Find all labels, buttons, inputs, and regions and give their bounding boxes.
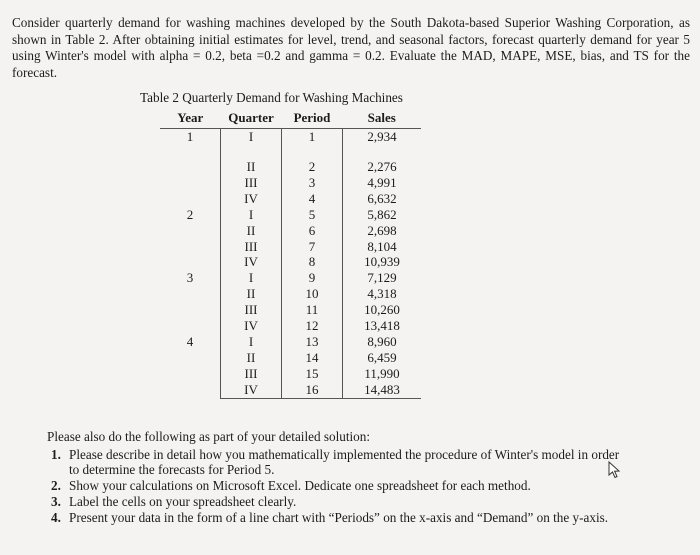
period-cell: 6 xyxy=(282,223,343,239)
period-cell: 13 xyxy=(282,334,343,350)
demand-table xyxy=(160,108,421,399)
list-item-text: Show your calculations on Microsoft Excel. Dedicate one spreadsheet for each method. xyxy=(69,478,531,493)
sales-cell: 11,990 xyxy=(364,365,400,381)
period-cell: 4 xyxy=(282,191,343,207)
quarter-cell: IV xyxy=(221,318,282,334)
problem-statement: Consider quarterly demand for washing machines developed by the South Dakota-based Superior Washing Corporation, as shown in Table 2. After obtaining initial estimates for level, trend, and seasonal factors, forecast quarterly demand for year 5 using Winter's model with alpha = 0.2, beta =0.2 and gamma = 0.2. Evaluate the MAD, MAPE, MSE, bias, and TS for the forecast. xyxy=(12,15,690,80)
quarter-cell: IV xyxy=(221,191,282,207)
header-period: Period xyxy=(282,108,343,129)
year-cell xyxy=(160,302,221,318)
table-row xyxy=(160,366,421,382)
period-cell: 11 xyxy=(282,302,343,318)
quarter-cell: IV xyxy=(221,254,282,270)
table-row xyxy=(160,129,421,160)
table-row xyxy=(160,382,421,398)
period-cell: 1 xyxy=(282,129,343,160)
header-year: Year xyxy=(160,108,221,129)
year-cell xyxy=(160,254,221,270)
year-cell xyxy=(160,382,221,398)
quarter-cell: III xyxy=(221,239,282,255)
table-row xyxy=(160,207,421,223)
additional-instructions-heading: Please also do the following as part of your detailed solution: xyxy=(47,429,371,444)
sales-cell: 8,960 xyxy=(367,333,397,349)
quarter-cell: I xyxy=(221,270,282,286)
table-row xyxy=(160,334,421,350)
period-cell: 3 xyxy=(282,175,343,191)
year-cell xyxy=(160,191,221,207)
sales-cell: 4,991 xyxy=(367,174,397,190)
list-item-number: 2. xyxy=(51,478,61,493)
list-item xyxy=(47,494,627,509)
quarter-cell: III xyxy=(221,302,282,318)
list-item-number: 4. xyxy=(51,510,61,525)
sales-cell: 10,260 xyxy=(364,302,400,318)
sales-cell: 2,698 xyxy=(367,222,397,238)
period-cell: 5 xyxy=(282,207,343,223)
table-row xyxy=(160,191,421,207)
quarter-cell: II xyxy=(221,286,282,302)
quarter-cell: II xyxy=(221,350,282,366)
sales-cell: 2,934 xyxy=(367,129,397,144)
year-cell xyxy=(160,159,221,175)
quarter-cell: I xyxy=(221,207,282,223)
sales-cell: 7,129 xyxy=(367,270,397,286)
quarter-cell: III xyxy=(221,175,282,191)
table-body xyxy=(160,129,421,399)
period-cell: 12 xyxy=(282,318,343,334)
table-row xyxy=(160,286,421,302)
quarter-cell: IV xyxy=(221,382,282,398)
list-item-text: Please describe in detail how you mathematically implemented the procedure of Winter's model in order to determine the forecasts for Period 5. xyxy=(69,447,620,477)
period-cell: 2 xyxy=(282,159,343,175)
table-row xyxy=(160,350,421,366)
sales-cell: 10,939 xyxy=(364,254,400,270)
table-row xyxy=(160,239,421,255)
table-row xyxy=(160,254,421,270)
sales-cell: 6,632 xyxy=(367,190,397,206)
year-cell xyxy=(160,223,221,239)
period-cell: 15 xyxy=(282,366,343,382)
period-cell: 7 xyxy=(282,239,343,255)
header-sales: Sales xyxy=(343,108,422,129)
sales-cell: 6,459 xyxy=(367,349,397,365)
quarter-cell: I xyxy=(221,334,282,350)
list-item-number: 1. xyxy=(51,447,61,462)
table-caption: Table 2 Quarterly Demand for Washing Machines xyxy=(140,90,403,105)
table-header-row xyxy=(160,108,421,129)
mouse-pointer-icon xyxy=(606,460,626,480)
table-row xyxy=(160,223,421,239)
list-item xyxy=(47,510,627,525)
list-item-number: 3. xyxy=(51,494,61,509)
period-cell: 10 xyxy=(282,286,343,302)
period-cell: 14 xyxy=(282,350,343,366)
quarter-cell: II xyxy=(221,159,282,175)
sales-cell: 4,318 xyxy=(367,286,397,302)
period-cell: 9 xyxy=(282,270,343,286)
sales-cell: 13,418 xyxy=(364,318,400,334)
list-item-text: Label the cells on your spreadsheet clearly. xyxy=(69,494,297,509)
table-row xyxy=(160,302,421,318)
list-item xyxy=(47,478,627,493)
year-cell xyxy=(160,175,221,191)
year-cell xyxy=(160,366,221,382)
year-cell xyxy=(160,350,221,366)
quarter-cell: II xyxy=(221,223,282,239)
year-cell: 3 xyxy=(186,270,194,286)
table-row xyxy=(160,318,421,334)
sales-cell: 14,483 xyxy=(343,382,422,398)
instruction-list xyxy=(47,447,627,526)
header-quarter: Quarter xyxy=(221,108,282,129)
year-cell xyxy=(160,318,221,334)
year-cell: 1 xyxy=(186,129,194,144)
year-cell xyxy=(160,286,221,302)
sales-cell: 8,104 xyxy=(367,238,397,254)
quarter-cell: III xyxy=(221,366,282,382)
period-cell: 8 xyxy=(282,254,343,270)
quarter-cell: I xyxy=(221,129,282,160)
table-row xyxy=(160,175,421,191)
year-cell: 2 xyxy=(186,206,194,222)
list-item xyxy=(47,447,627,477)
table-row xyxy=(160,270,421,286)
list-item-text: Present your data in the form of a line chart with “Periods” on the x-axis and “Demand” on the y-axis. xyxy=(69,510,609,525)
year-cell xyxy=(160,239,221,255)
sales-cell: 2,276 xyxy=(367,159,397,174)
table-row xyxy=(160,159,421,175)
period-cell: 16 xyxy=(282,382,343,398)
year-cell: 4 xyxy=(186,333,194,349)
sales-cell: 5,862 xyxy=(367,206,397,222)
